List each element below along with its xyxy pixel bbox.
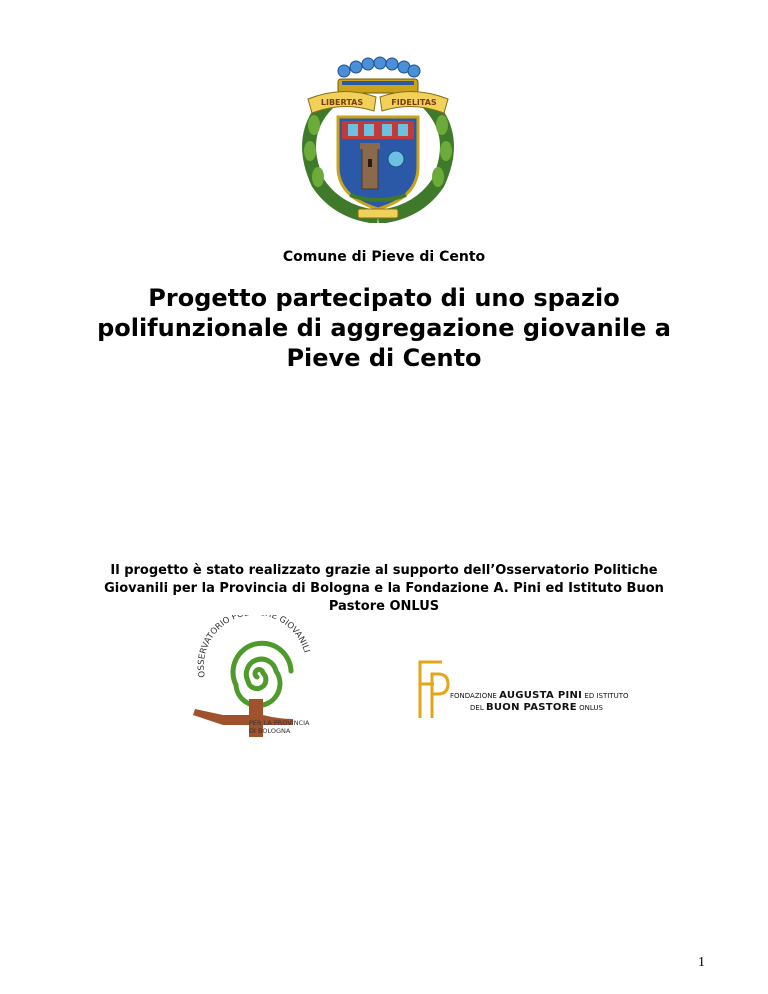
fondazione-prefix: FONDAZIONE bbox=[450, 692, 497, 700]
support-line-2: Giovanili per la Provincia di Bologna e la Fondazione A. Pini ed Istituto Buon bbox=[104, 581, 664, 596]
osservatorio-arc-text: OSSERVATORIO P E GIOVANILI bbox=[196, 615, 312, 679]
fap-monogram-logo-icon bbox=[412, 654, 452, 724]
title-line-1: Progetto partecipato di uno spazio bbox=[148, 284, 620, 312]
document-title bbox=[84, 283, 684, 373]
svg-text:FIDELITAS: FIDELITAS bbox=[391, 98, 437, 107]
comune-crest-logo bbox=[288, 55, 468, 223]
fondazione-prefix-2: DEL bbox=[470, 704, 484, 712]
osservatorio-line-1: PER LA PROVINCIA bbox=[249, 719, 310, 727]
svg-text:LIBERTAS: LIBERTAS bbox=[320, 98, 364, 107]
fondazione-name bbox=[450, 690, 629, 714]
support-statement bbox=[60, 562, 708, 616]
fondazione-name-1: AUGUSTA PINI bbox=[499, 690, 583, 701]
fondazione-suffix-2: ONLUS bbox=[579, 704, 603, 712]
fondazione-name-2: BUON PASTORE bbox=[485, 702, 577, 713]
osservatorio-line-2: DI BOLOGNA bbox=[249, 727, 291, 735]
support-line-3: Pastore ONLUS bbox=[328, 599, 440, 614]
title-line-3: Pieve di Cento bbox=[286, 344, 482, 372]
fondazione-suffix-1: ED ISTITUTO bbox=[584, 692, 629, 700]
support-line-1: Il progetto è stato realizzato grazie al supporto dell’Osservatorio Politiche bbox=[110, 563, 658, 578]
fondazione-logo bbox=[408, 650, 629, 732]
page-number: 1 bbox=[698, 955, 705, 970]
municipality-name: Comune di Pieve di Cento bbox=[282, 249, 486, 265]
osservatorio-logo bbox=[183, 615, 333, 737]
coat-of-arms-icon bbox=[288, 55, 468, 223]
title-line-2: polifunzionale di aggregazione giovanile a bbox=[97, 314, 671, 342]
